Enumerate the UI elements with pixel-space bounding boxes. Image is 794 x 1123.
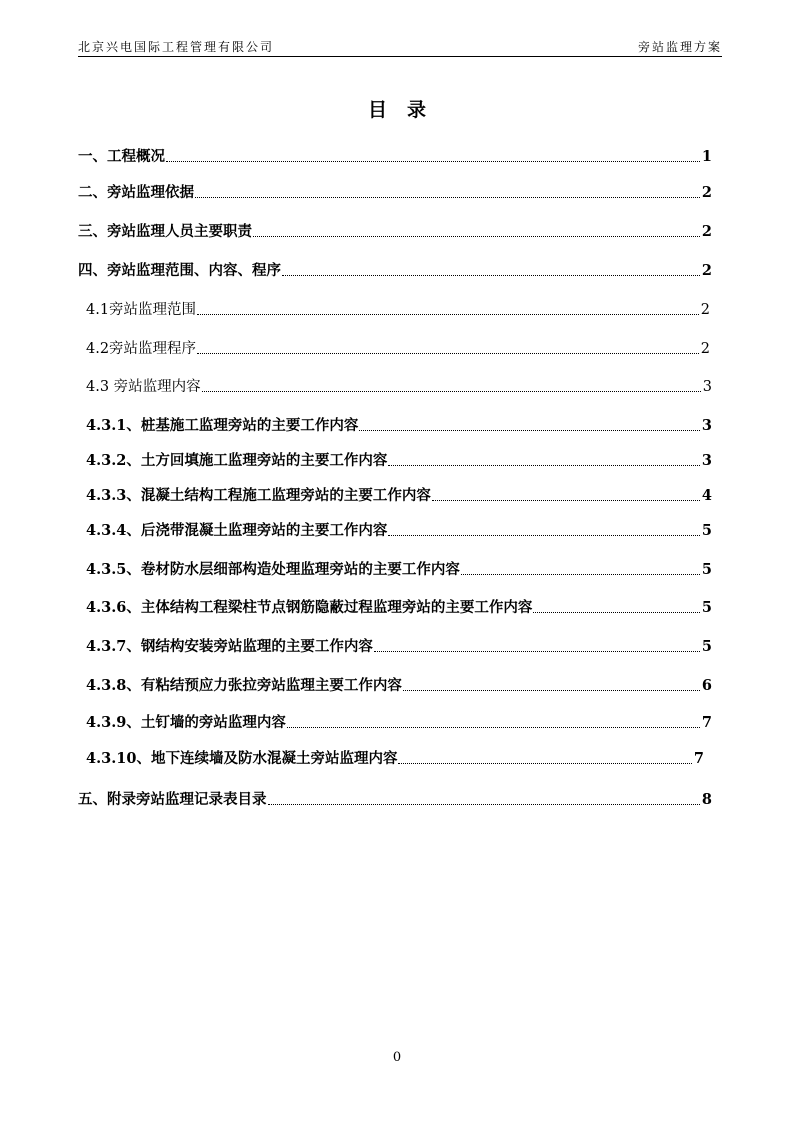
toc-dot-leader — [253, 236, 700, 237]
toc-entry[interactable] — [78, 184, 712, 202]
toc-entry[interactable] — [86, 714, 712, 732]
toc-entry-label: 4.3.5、卷材防水层细部构造处理监理旁站的主要工作内容 — [86, 561, 460, 578]
toc-entry-label: 4.3.3、混凝土结构工程施工监理旁站的主要工作内容 — [86, 487, 431, 504]
toc-entry[interactable] — [86, 599, 712, 617]
toc-dot-leader — [398, 763, 691, 764]
toc-entry[interactable] — [86, 340, 710, 358]
toc-entry[interactable] — [78, 262, 712, 280]
toc-entry[interactable] — [86, 417, 712, 435]
toc-entry-page: 3 — [701, 417, 712, 434]
toc-entry[interactable] — [86, 638, 712, 656]
toc-entry-label: 4.2旁站监理程序 — [86, 341, 197, 357]
toc-dot-leader — [197, 314, 699, 315]
toc-dot-leader — [268, 804, 700, 805]
toc-entry-page: 7 — [693, 750, 704, 767]
toc-entry[interactable] — [86, 677, 712, 695]
toc-entry-page: 5 — [701, 522, 712, 539]
toc-entry-label: 4.3.6、主体结构工程梁柱节点钢筋隐蔽过程监理旁站的主要工作内容 — [86, 599, 533, 616]
toc-dot-leader — [388, 535, 700, 536]
toc-entry-label: 四、旁站监理范围、内容、程序 — [78, 262, 281, 279]
toc-dot-leader — [388, 465, 700, 466]
toc-entry-page: 1 — [701, 148, 712, 165]
toc-entry-page: 7 — [701, 714, 712, 731]
toc-entry-label: 五、附录旁站监理记录表目录 — [78, 791, 267, 808]
toc-entry-label: 三、旁站监理人员主要职责 — [78, 223, 252, 240]
toc-entry-label: 4.3.4、后浇带混凝土监理旁站的主要工作内容 — [86, 522, 388, 539]
toc-entry-page: 2 — [700, 341, 710, 357]
toc-dot-leader — [432, 500, 700, 501]
toc-entry[interactable] — [86, 301, 710, 319]
toc-entry[interactable] — [86, 487, 712, 505]
toc-dot-leader — [197, 353, 699, 354]
toc-entry[interactable] — [86, 522, 712, 540]
toc-entry-page: 8 — [701, 791, 712, 808]
toc-entry-page: 4 — [701, 487, 712, 504]
toc-entry-page: 2 — [701, 223, 712, 240]
toc-entry-page: 6 — [701, 677, 712, 694]
toc-entry[interactable] — [86, 561, 712, 579]
toc-dot-leader — [403, 690, 700, 691]
toc-entry-label: 4.3.9、土钉墙的旁站监理内容 — [86, 714, 286, 731]
toc-entry-label: 4.3 旁站监理内容 — [86, 379, 201, 395]
toc-dot-leader — [359, 430, 700, 431]
toc-title: 目录 — [367, 99, 446, 121]
toc-entry-label: 4.3.1、桩基施工监理旁站的主要工作内容 — [86, 417, 359, 434]
toc-entry-page: 5 — [701, 561, 712, 578]
toc-dot-leader — [195, 197, 700, 198]
toc-dot-leader — [202, 391, 701, 392]
toc-dot-leader — [374, 651, 700, 652]
toc-entry[interactable] — [86, 378, 712, 396]
page-number: 0 — [392, 1050, 402, 1065]
toc-entry[interactable] — [86, 750, 704, 768]
toc-entry-label: 4.3.10、地下连续墙及防水混凝土旁站监理内容 — [86, 750, 398, 767]
toc-entry-page: 2 — [700, 302, 710, 318]
toc-dot-leader — [533, 612, 700, 613]
toc-entry-label: 4.3.2、土方回填施工监理旁站的主要工作内容 — [86, 452, 388, 469]
toc-dot-leader — [287, 727, 700, 728]
toc-entry-label: 二、旁站监理依据 — [78, 184, 194, 201]
toc-dot-leader — [166, 161, 700, 162]
toc-entry-label: 4.3.8、有粘结预应力张拉旁站监理主要工作内容 — [86, 677, 402, 694]
toc-entry-page: 2 — [701, 262, 712, 279]
toc-entry-label: 一、工程概况 — [78, 148, 165, 165]
toc-entry-page: 5 — [701, 599, 712, 616]
toc-dot-leader — [282, 275, 700, 276]
toc-entry-page: 3 — [701, 452, 712, 469]
toc-entry[interactable] — [86, 452, 712, 470]
header-company: 北京兴电国际工程管理有限公司 — [78, 40, 275, 54]
header-document-name: 旁站监理方案 — [637, 40, 722, 54]
toc-entry[interactable] — [78, 223, 712, 241]
toc-dot-leader — [461, 574, 700, 575]
toc-entry-label: 4.1旁站监理范围 — [86, 302, 197, 318]
toc-entry-page: 3 — [702, 379, 712, 395]
toc-entry-page: 2 — [701, 184, 712, 201]
toc-entry[interactable] — [78, 791, 712, 809]
toc-entry-page: 5 — [701, 638, 712, 655]
toc-entry-label: 4.3.7、钢结构安装旁站监理的主要工作内容 — [86, 638, 373, 655]
toc-entry[interactable] — [78, 148, 712, 166]
